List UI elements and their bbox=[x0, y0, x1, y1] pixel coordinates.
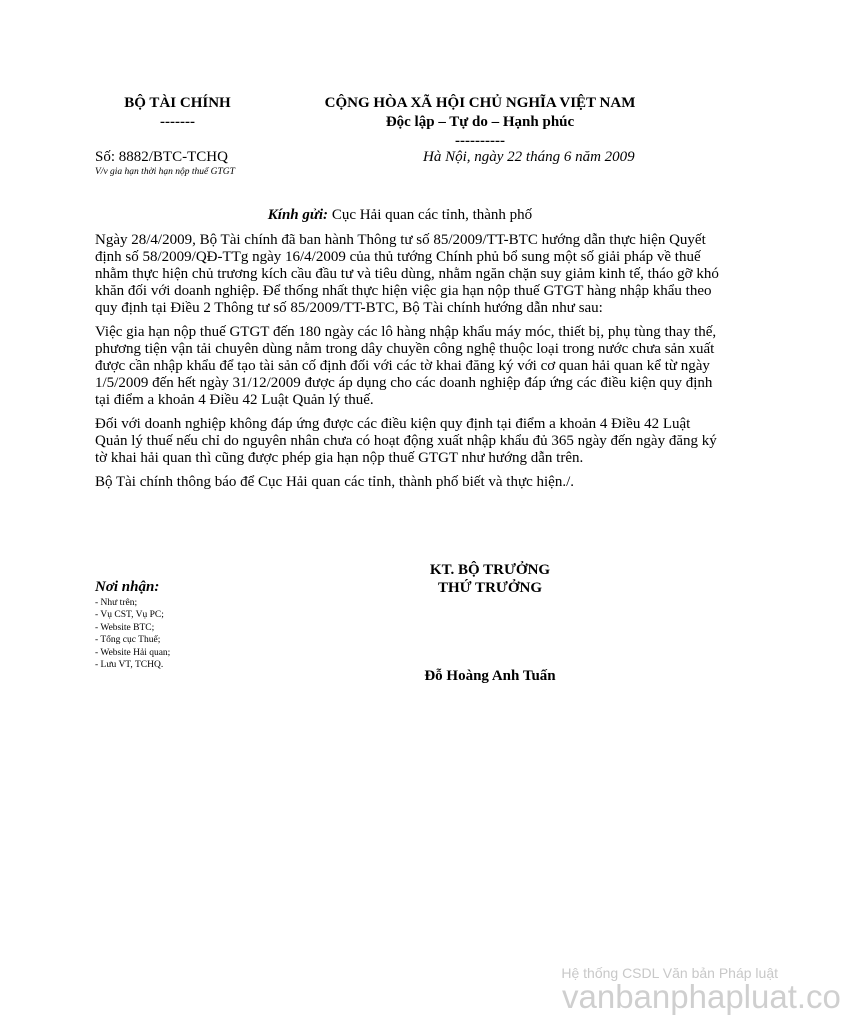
receivers-title: Nơi nhận: bbox=[95, 579, 160, 595]
list-item: - Website Hải quan; bbox=[95, 647, 171, 658]
motto: Độc lập – Tự do – Hạnh phúc bbox=[385, 114, 575, 130]
list-item: - Tổng cục Thuế; bbox=[95, 635, 161, 646]
signature-title bbox=[380, 561, 600, 597]
list-item: - Như trên; bbox=[95, 598, 138, 608]
document-number: Số: 8882/BTC-TCHQ bbox=[95, 149, 228, 165]
signature-line-2: THỨ TRƯỞNG bbox=[437, 580, 543, 596]
signature-line-1: KT. BỘ TRƯỞNG bbox=[429, 562, 551, 578]
document-body bbox=[95, 232, 725, 498]
country-name: CỘNG HÒA XÃ HỘI CHỦ NGHĨA VIỆT NAM bbox=[324, 95, 636, 111]
national-header bbox=[300, 94, 660, 151]
agency-rule: ------- bbox=[160, 114, 195, 130]
agency-name: BỘ TÀI CHÍNH bbox=[124, 95, 231, 111]
list-item: - Website BTC; bbox=[95, 622, 155, 633]
paragraph: Đối với doanh nghiệp không đáp ứng được các điều kiện quy định tại điểm a khoản 4 Điều 42 Luật Quản lý thuế nếu chỉ do nguyên nhân chưa có hoạt động xuất nhập khẩu đủ 365 ngày đến ngày đăng ký tờ khai hải quan thì cũng được phép gia hạn nộp thuế GTGT như hướng dẫn trên. bbox=[95, 416, 717, 466]
recipient-value: Cục Hải quan các tỉnh, thành phố bbox=[328, 207, 533, 223]
paragraph: Ngày 28/4/2009, Bộ Tài chính đã ban hành Thông tư số 85/2009/TT-BTC hướng dẫn thực hiện Quyết định số 58/2009/QĐ-TTg ngày 16/4/2009 của thủ tướng Chính phủ bổ sung một số giải pháp về thuế nhằm thực hiện chủ trương kích cầu đầu tư và tiêu dùng, nhằm ngăn chặn suy giảm kinh tế, tháo gỡ khó khăn đối với doanh nghiệp. Để thống nhất thực hiện việc gia hạn nộp thuế GTGT hàng nhập khẩu theo quy định tại Điều 2 Thông tư số 85/2009/TT-BTC, Bộ Tài chính hướng dẫn như sau: bbox=[95, 232, 719, 316]
list-item: - Vụ CST, Vụ PC; bbox=[95, 610, 164, 621]
recipient-label: Kính gửi: bbox=[267, 207, 329, 223]
place-date: Hà Nội, ngày 22 tháng 6 năm 2009 bbox=[423, 149, 635, 165]
signer-name: Đỗ Hoàng Anh Tuấn bbox=[424, 668, 556, 684]
agency-header bbox=[95, 94, 260, 132]
watermark-caption: Hệ thống CSDL Văn bản Pháp luật bbox=[561, 965, 778, 981]
motto-rule: ---------- bbox=[455, 133, 505, 149]
receivers-list bbox=[95, 597, 170, 671]
paragraph: Bộ Tài chính thông báo để Cục Hải quan các tỉnh, thành phố biết và thực hiện./. bbox=[95, 474, 574, 490]
document-subject: V/v gia hạn thời hạn nộp thuế GTGT bbox=[95, 167, 235, 177]
recipient-line bbox=[95, 207, 705, 224]
list-item: - Lưu VT, TCHQ. bbox=[95, 660, 164, 671]
paragraph: Việc gia hạn nộp thuế GTGT đến 180 ngày các lô hàng nhập khẩu máy móc, thiết bị, phụ tùng thay thế, phương tiện vận tải chuyên dùng nằm trong dây chuyền công nghệ thuộc loại trong nước chưa sản xuất được cần nhập khẩu để tạo tài sản cố định đối với các tờ khai đăng ký với cơ quan hải quan kể từ ngày 1/5/2009 đến hết ngày 31/12/2009 được áp dụng cho các doanh nghiệp đáp ứng các điều kiện quy định tại điểm a khoản 4 Điều 42 Luật Quản lý thuế. bbox=[95, 324, 717, 408]
watermark-site[interactable]: vanbanphapluat.co bbox=[562, 978, 841, 1015]
